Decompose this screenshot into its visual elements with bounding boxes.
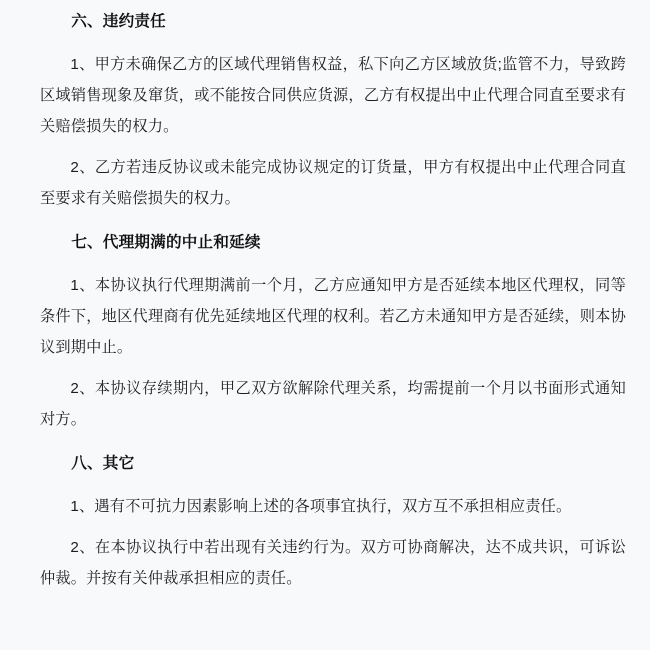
clause-seven-item-1: 1、本协议执行代理期满前一个月，乙方应通知甲方是否延续本地区代理权，同等条件下，地区代理商有优先延续地区代理的权利。若乙方未通知甲方是否延续，则本协议到期中止。 xyxy=(40,277,626,356)
clause-eight-item-2: 2、在本协议执行中若出现有关违约行为。双方可协商解决，达不成共识，可诉讼仲裁。并按有关仲裁承担相应的责任。 xyxy=(40,539,626,587)
spacer xyxy=(40,260,626,270)
clause-seven-item-2: 2、本协议存续期内，甲乙双方欲解除代理关系，均需提前一个月以书面形式通知对方。 xyxy=(40,380,626,428)
spacer xyxy=(40,481,626,491)
spacer xyxy=(40,142,626,152)
spacer xyxy=(40,214,626,227)
document-body xyxy=(40,6,626,594)
spacer xyxy=(40,435,626,448)
clause-eight-item-1: 1、遇有不可抗力因素影响上述的各项事宜执行，双方互不承担相应责任。 xyxy=(70,498,572,515)
spacer xyxy=(40,522,626,532)
section-heading-eight: 八、其它 xyxy=(71,455,135,472)
spacer xyxy=(40,363,626,373)
clause-six-item-1: 1、甲方未确保乙方的区域代理销售权益，私下向乙方区域放货;监管不力，导致跨区域销售现象及窜货，或不能按合同供应货源，乙方有权提出中止代理合同直至要求有关赔偿损失的权力。 xyxy=(40,56,626,135)
section-heading-seven: 七、代理期满的中止和延续 xyxy=(71,234,261,251)
spacer xyxy=(40,39,626,49)
section-heading-six: 六、违约责任 xyxy=(71,13,166,30)
clause-six-item-2: 2、乙方若违反协议或未能完成协议规定的订货量，甲方有权提出中止代理合同直至要求有关赔偿损失的权力。 xyxy=(40,159,626,207)
